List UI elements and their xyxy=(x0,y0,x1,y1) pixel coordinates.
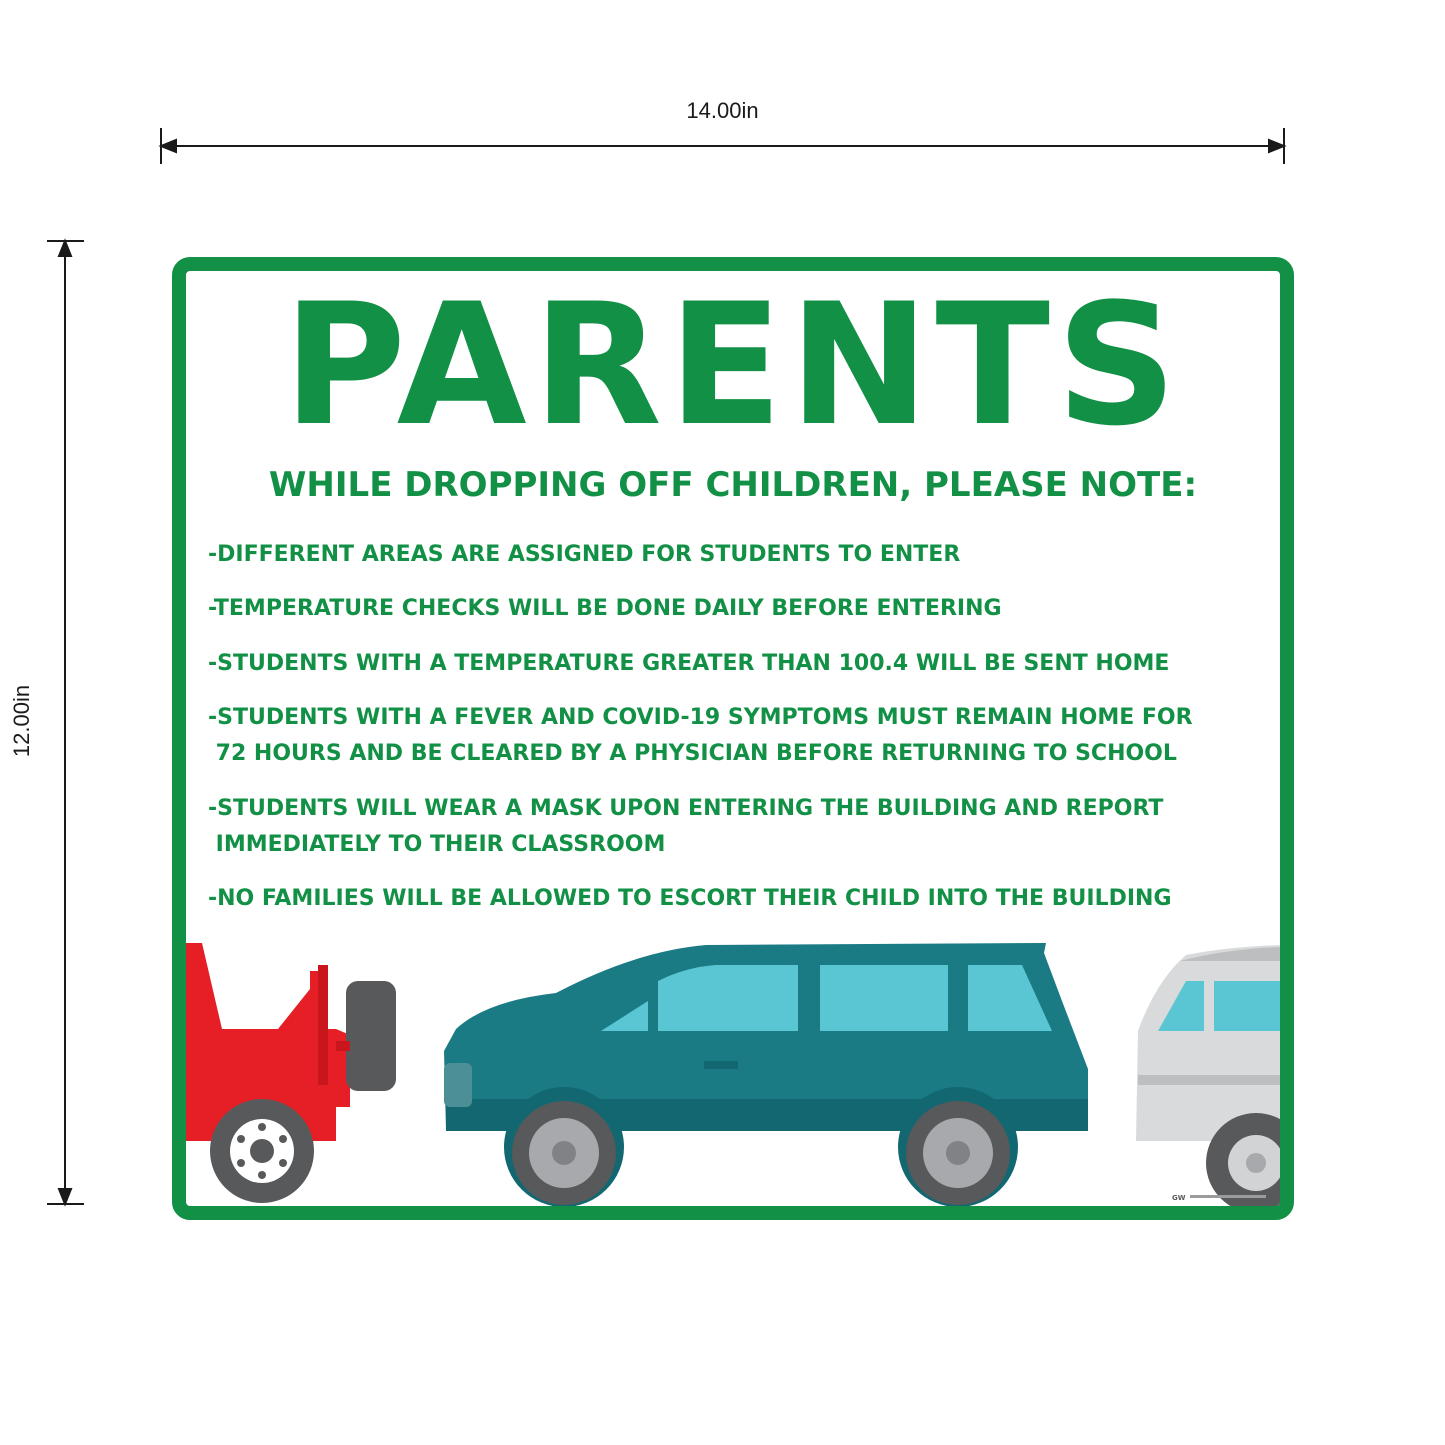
note-item: -STUDENTS WITH A FEVER AND COVID-19 SYMPTOMS MUST REMAIN HOME FOR 72 HOURS AND BE CLEARED BY A PHYSICIAN BEFORE RETURNING TO SCHOOL xyxy=(208,705,1193,766)
note-item: -STUDENTS WILL WEAR A MASK UPON ENTERING THE BUILDING AND REPORT IMMEDIATELY TO THEIR CLASSROOM xyxy=(208,796,1164,857)
red-jeep-icon xyxy=(186,943,396,1203)
height-dimension-text: 12.00in xyxy=(9,684,34,758)
note-item: -NO FAMILIES WILL BE ALLOWED TO ESCORT THEIR CHILD INTO THE BUILDING xyxy=(208,886,1172,911)
parents-sign xyxy=(172,257,1294,1220)
sign-title: PARENTS xyxy=(282,267,1184,463)
note-item: -TEMPERATURE CHECKS WILL BE DONE DAILY BEFORE ENTERING xyxy=(208,596,1002,621)
svg-text:GW: GW xyxy=(1172,1194,1186,1202)
vehicles-illustration xyxy=(186,931,1280,1220)
silver-van-icon xyxy=(1136,945,1280,1213)
graphical-warehouse-logo xyxy=(1172,1192,1268,1202)
width-dimension-label: 14.00in xyxy=(686,98,759,123)
note-item: -STUDENTS WITH A TEMPERATURE GREATER THAN 100.4 WILL BE SENT HOME xyxy=(208,651,1170,676)
note-item: -DIFFERENT AREAS ARE ASSIGNED FOR STUDENTS TO ENTER xyxy=(208,542,961,567)
sign-subtitle: WHILE DROPPING OFF CHILDREN, PLEASE NOTE: xyxy=(268,465,1198,505)
teal-minivan-icon xyxy=(444,943,1088,1207)
